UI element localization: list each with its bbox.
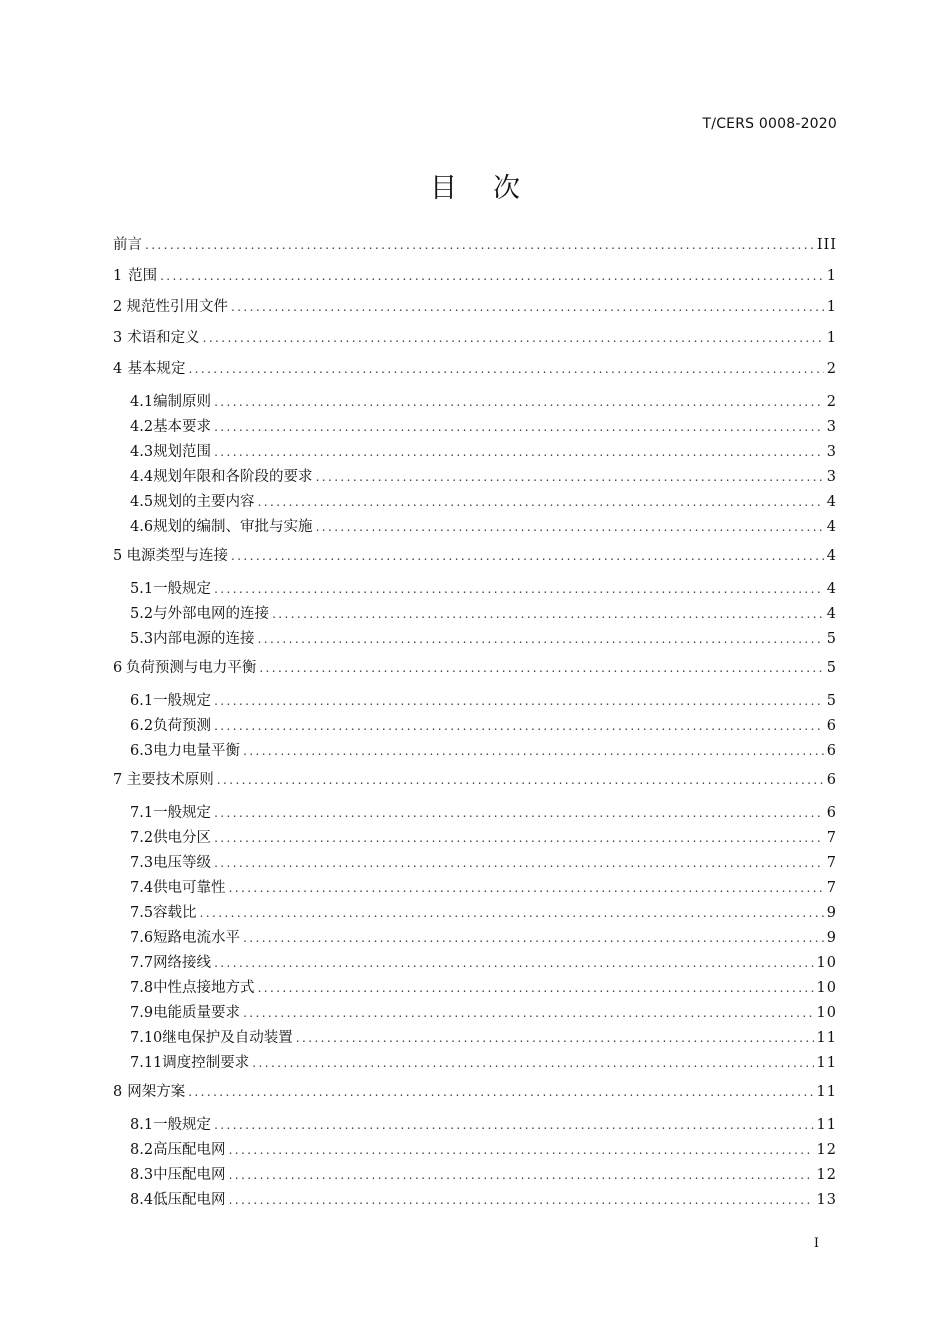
toc-leader-dots <box>214 851 824 876</box>
toc-entry-page: 4 <box>826 581 837 597</box>
toc-entry-number: 8 <box>113 1084 123 1100</box>
toc-entry-number: 7.4 <box>130 880 154 896</box>
toc-entry-title: 继电保护及自动装置 <box>162 1030 293 1046</box>
toc-section-entry[interactable] <box>113 1138 837 1163</box>
toc-entry-number: 5.1 <box>130 581 154 597</box>
toc-entry-title: 中压配电网 <box>153 1167 226 1183</box>
toc-entry-number: 4.4 <box>130 469 154 485</box>
toc-section-entry[interactable] <box>113 976 837 1001</box>
toc-section-entry[interactable] <box>113 739 837 764</box>
toc-entry-number: 7.10 <box>130 1030 163 1046</box>
toc-chapter-entry[interactable] <box>113 359 837 390</box>
toc-entry-number: 3 <box>113 330 123 346</box>
toc-entry-title: 网络接线 <box>153 955 212 971</box>
toc-entry-page: 11 <box>816 1084 837 1100</box>
toc-entry-page: 7 <box>826 880 837 896</box>
toc-leader-dots <box>231 546 824 567</box>
toc-leader-dots <box>258 627 824 652</box>
toc-entry-page: 7 <box>826 830 837 846</box>
toc-leader-dots <box>259 658 823 679</box>
toc-entry-page: 4 <box>826 606 837 622</box>
toc-entry-page: III <box>816 237 837 253</box>
toc-section-entry[interactable] <box>113 1001 837 1026</box>
toc-entry-number: 4.2 <box>130 419 154 435</box>
toc-leader-dots <box>258 976 814 1001</box>
toc-entry-title: 容载比 <box>153 905 197 921</box>
toc-entry-title: 电力电量平衡 <box>153 743 241 759</box>
toc-leader-dots <box>214 1113 813 1138</box>
toc-section-entry[interactable] <box>113 714 837 739</box>
toc-section-entry[interactable] <box>113 1188 837 1213</box>
toc-entry-page: 1 <box>826 299 837 315</box>
toc-entry-page: 3 <box>826 419 837 435</box>
toc-section-entry[interactable] <box>113 801 837 826</box>
toc-entry-number: 7.3 <box>130 855 154 871</box>
toc-entry-title: 供电分区 <box>153 830 212 846</box>
toc-entry-number: 6.2 <box>130 718 154 734</box>
toc-leader-dots <box>229 876 824 901</box>
toc-section-entry[interactable] <box>113 390 837 415</box>
toc-entry-title: 电能质量要求 <box>153 1005 241 1021</box>
toc-chapter-entry[interactable] <box>113 1082 837 1113</box>
toc-entry-page: 1 <box>826 330 837 346</box>
toc-section-entry[interactable] <box>113 951 837 976</box>
toc-leader-dots <box>200 901 824 926</box>
toc-entry-title: 低压配电网 <box>153 1192 226 1208</box>
toc-entry-number: 4 <box>113 361 123 377</box>
toc-entry-page: 4 <box>826 548 837 564</box>
toc-entry-number: 6 <box>113 660 123 676</box>
toc-entry-number: 7.8 <box>130 980 154 996</box>
toc-section-entry[interactable] <box>113 1026 837 1051</box>
footer-page-number: I <box>813 1236 819 1251</box>
toc-entry-page: 9 <box>826 905 837 921</box>
toc-entry-page: 12 <box>816 1142 837 1158</box>
toc-entry-page: 10 <box>816 955 837 971</box>
toc-section-entry[interactable] <box>113 440 837 465</box>
toc-entry-number: 5 <box>113 548 123 564</box>
toc-entry-title: 主要技术原则 <box>126 772 214 788</box>
toc-leader-dots <box>316 465 824 490</box>
toc-entry-title: 调度控制要求 <box>162 1055 250 1071</box>
toc-leader-dots <box>316 515 824 540</box>
toc-entry-title: 范围 <box>128 268 158 284</box>
toc-section-entry[interactable] <box>113 876 837 901</box>
toc-section-entry[interactable] <box>113 926 837 951</box>
toc-entry-number: 7.2 <box>130 830 154 846</box>
toc-entry-number: 7.7 <box>130 955 154 971</box>
page-title: 目次 <box>430 173 556 204</box>
toc-leader-dots <box>214 689 824 714</box>
toc-entry-number: 7.5 <box>130 905 154 921</box>
toc-leader-dots <box>214 714 824 739</box>
toc-entry-title: 内部电源的连接 <box>153 631 255 647</box>
toc-entry-page: 6 <box>826 743 837 759</box>
toc-entry-number: 6.1 <box>130 693 154 709</box>
toc-entry-page: 10 <box>816 1005 837 1021</box>
toc-entry-number: 1 <box>113 268 123 284</box>
toc-entry-title: 前言 <box>113 237 142 253</box>
toc-entry-page: 10 <box>816 980 837 996</box>
toc-leader-dots <box>214 801 824 826</box>
toc-leader-dots <box>214 826 824 851</box>
toc-entry-page: 6 <box>826 718 837 734</box>
toc-entry-title: 一般规定 <box>153 1117 212 1133</box>
toc-entry-title: 短路电流水平 <box>153 930 241 946</box>
toc-entry-title: 一般规定 <box>153 805 212 821</box>
toc-entry-title: 编制原则 <box>153 394 212 410</box>
toc-entry-number: 7.6 <box>130 930 154 946</box>
toc-chapter-entry[interactable] <box>113 546 837 577</box>
toc-entry-page: 2 <box>826 394 837 410</box>
toc-entry-number: 7.1 <box>130 805 154 821</box>
toc-entry-page: 6 <box>826 772 837 788</box>
toc-leader-dots <box>145 235 814 256</box>
toc-entry-page: 9 <box>826 930 837 946</box>
toc-entry-page: 11 <box>816 1117 837 1133</box>
toc-section-entry[interactable] <box>113 465 837 490</box>
toc-entry-title: 中性点接地方式 <box>153 980 255 996</box>
toc-entry-title: 供电可靠性 <box>153 880 226 896</box>
toc-entry-number: 8.4 <box>130 1192 154 1208</box>
toc-entry-title: 网架方案 <box>127 1084 186 1100</box>
toc-entry-number: 5.2 <box>130 606 154 622</box>
toc-section-entry[interactable] <box>113 577 837 602</box>
toc-leader-dots <box>258 490 824 515</box>
toc-entry-title: 基本规定 <box>127 361 186 377</box>
toc-section-entry[interactable] <box>113 490 837 515</box>
toc-leader-dots <box>214 951 813 976</box>
toc-entry-title: 基本要求 <box>153 419 212 435</box>
toc-entry-page: 3 <box>826 444 837 460</box>
toc-entry-page: 13 <box>816 1192 837 1208</box>
toc-entry-title: 负荷预测与电力平衡 <box>125 660 257 676</box>
toc-entry-number: 5.3 <box>130 631 154 647</box>
toc-entry-page: 2 <box>826 361 837 377</box>
toc-section-entry[interactable] <box>113 627 837 652</box>
toc-section-entry[interactable] <box>113 826 837 851</box>
toc-entry-number: 6.3 <box>130 743 154 759</box>
toc-chapter-entry[interactable] <box>113 328 837 359</box>
toc-entry-page: 12 <box>816 1167 837 1183</box>
toc-entry-title: 与外部电网的连接 <box>153 606 270 622</box>
toc-chapter-entry[interactable] <box>113 658 837 689</box>
toc-entry-number: 4.5 <box>130 494 154 510</box>
toc-leader-dots <box>214 440 824 465</box>
toc-leader-dots <box>188 359 823 380</box>
toc-leader-dots <box>231 297 824 318</box>
toc-entry-title: 术语和定义 <box>127 330 200 346</box>
toc-entry-title: 负荷预测 <box>153 718 212 734</box>
toc-entry-title: 一般规定 <box>153 693 212 709</box>
toc-section-entry[interactable] <box>113 515 837 540</box>
toc-leader-dots <box>243 1001 813 1026</box>
toc-entry-page: 11 <box>816 1030 837 1046</box>
toc-leader-dots <box>188 1082 813 1103</box>
toc-section-entry[interactable] <box>113 415 837 440</box>
toc-entry-title: 规划范围 <box>153 444 212 460</box>
toc-entry-title: 规划年限和各阶段的要求 <box>153 469 313 485</box>
toc-entry-number: 4.1 <box>130 394 154 410</box>
toc-entry-number: 2 <box>113 299 123 315</box>
toc-entry-page: 5 <box>826 693 837 709</box>
toc-section-entry[interactable] <box>113 901 837 926</box>
table-of-contents <box>113 235 837 1213</box>
toc-entry-number: 8.3 <box>130 1167 154 1183</box>
toc-entry-title: 规范性引用文件 <box>126 299 228 315</box>
toc-entry-page: 4 <box>826 519 837 535</box>
toc-leader-dots <box>243 739 824 764</box>
toc-leader-dots <box>252 1051 813 1076</box>
toc-entry-number: 8.2 <box>130 1142 154 1158</box>
toc-leader-dots <box>272 602 824 627</box>
toc-leader-dots <box>229 1138 814 1163</box>
toc-entry-title: 高压配电网 <box>153 1142 226 1158</box>
toc-entry-page: 7 <box>826 855 837 871</box>
toc-entry-title: 一般规定 <box>153 581 212 597</box>
toc-entry-page: 11 <box>816 1055 837 1071</box>
toc-entry-page: 6 <box>826 805 837 821</box>
toc-leader-dots <box>203 328 824 349</box>
toc-entry-number: 8.1 <box>130 1117 154 1133</box>
toc-entry-page: 4 <box>826 494 837 510</box>
document-code: T/CERS 0008-2020 <box>702 116 837 132</box>
toc-leader-dots <box>214 390 824 415</box>
toc-entry-number: 4.6 <box>130 519 154 535</box>
toc-chapter-entry[interactable] <box>113 235 837 266</box>
toc-entry-title: 规划的主要内容 <box>153 494 255 510</box>
toc-entry-number: 7 <box>113 772 123 788</box>
toc-entry-page: 1 <box>826 268 837 284</box>
toc-section-entry[interactable] <box>113 851 837 876</box>
toc-entry-number: 7.11 <box>130 1055 163 1071</box>
toc-leader-dots <box>217 770 824 791</box>
toc-section-entry[interactable] <box>113 1051 837 1076</box>
toc-section-entry[interactable] <box>113 602 837 627</box>
toc-entry-title: 规划的编制、审批与实施 <box>153 519 313 535</box>
toc-chapter-entry[interactable] <box>113 266 837 297</box>
toc-section-entry[interactable] <box>113 1163 837 1188</box>
toc-leader-dots <box>214 577 824 602</box>
toc-entry-number: 7.9 <box>130 1005 154 1021</box>
toc-leader-dots <box>243 926 824 951</box>
toc-leader-dots <box>296 1026 814 1051</box>
toc-chapter-entry[interactable] <box>113 297 837 328</box>
toc-entry-number: 4.3 <box>130 444 154 460</box>
toc-entry-title: 电源类型与连接 <box>126 548 228 564</box>
toc-entry-page: 3 <box>826 469 837 485</box>
toc-leader-dots <box>160 266 824 287</box>
toc-entry-title: 电压等级 <box>153 855 212 871</box>
toc-leader-dots <box>229 1163 814 1188</box>
toc-entry-page: 5 <box>826 631 837 647</box>
toc-section-entry[interactable] <box>113 689 837 714</box>
toc-section-entry[interactable] <box>113 1113 837 1138</box>
toc-leader-dots <box>229 1188 814 1213</box>
toc-chapter-entry[interactable] <box>113 770 837 801</box>
toc-entry-page: 5 <box>826 660 837 676</box>
toc-leader-dots <box>214 415 824 440</box>
